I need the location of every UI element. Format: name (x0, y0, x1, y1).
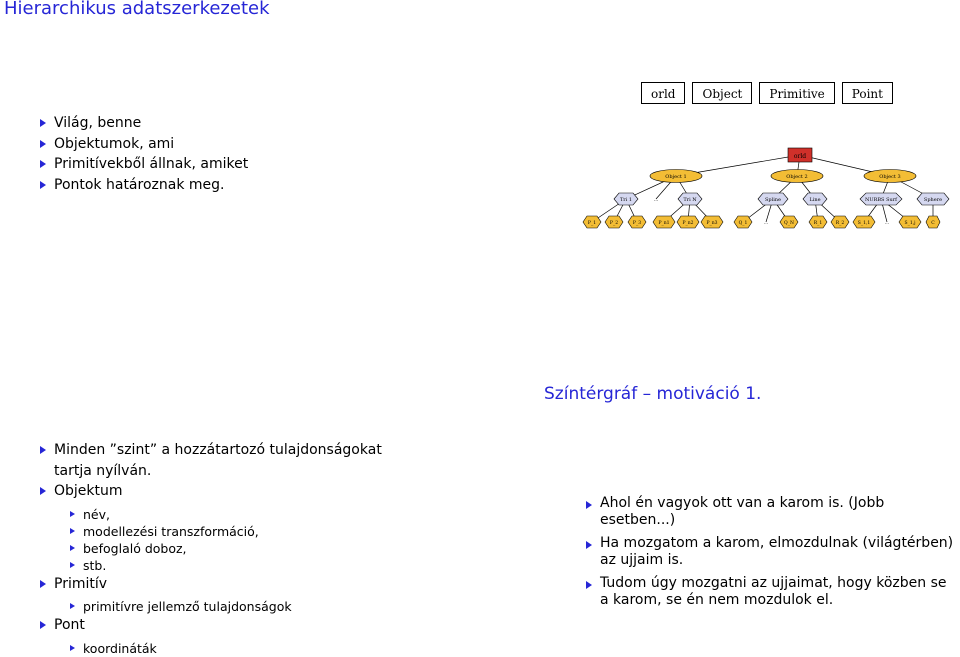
scene-graph-tree (0, 0, 960, 260)
list-item: Világ, benne (40, 113, 340, 134)
bullet-triangle-icon (586, 501, 592, 509)
svg-text:R_2: R_2 (835, 221, 845, 226)
right-bullet-list (586, 495, 956, 609)
sub-list-item: név, (70, 506, 395, 523)
sub-list-item: befoglaló doboz, (70, 540, 395, 557)
tree-object-nodes (650, 170, 916, 183)
svg-text:P_2: P_2 (609, 221, 619, 226)
svg-text:P_n3: P_n3 (706, 221, 718, 226)
svg-text:Object 2: Object 2 (786, 174, 808, 180)
sub-list (70, 598, 395, 615)
tree-edges (592, 155, 933, 222)
sub-list-item: koordináták (70, 640, 395, 657)
list-item: Tudom úgy mozgatni az ujjaimat, hogy közben se a karom, se én nem mozdulok el. (586, 575, 956, 609)
list-item: Objektumok, ami (40, 134, 340, 155)
list-item: Minden ”szint” a hozzátartozó tulajdonságokat tartja nyílván. (40, 440, 395, 481)
level-box-world: orld (641, 82, 685, 104)
bullet-triangle-icon (40, 580, 46, 588)
svg-text:Line: Line (809, 197, 821, 203)
bullet-triangle-icon (70, 562, 75, 568)
svg-text:orld: orld (793, 153, 807, 160)
bullet-triangle-icon (70, 603, 75, 609)
left-bullet-list (40, 440, 395, 657)
svg-text:P_n2: P_n2 (682, 221, 694, 226)
svg-text:Object 1: Object 1 (665, 174, 687, 180)
tree-root-node (788, 148, 812, 162)
sub-list-item: primitívre jellemző tulajdonságok (70, 598, 395, 615)
bullet-triangle-icon (40, 446, 46, 454)
bullet-triangle-icon (40, 487, 46, 495)
sub-list-item: modellezési transzformáció, (70, 523, 395, 540)
svg-text:P_3: P_3 (632, 221, 642, 226)
svg-text:Tri 1: Tri 1 (619, 197, 633, 203)
tree-primitive-nodes (614, 193, 949, 205)
svg-text:NURBS Surf: NURBS Surf (865, 197, 897, 203)
sub-list (70, 506, 395, 574)
svg-text:Sphere: Sphere (923, 197, 943, 203)
sub-list (70, 640, 395, 657)
bullet-triangle-icon (586, 541, 592, 549)
svg-text:...: ... (653, 197, 659, 203)
svg-text:Tri N: Tri N (683, 197, 697, 203)
level-box-object: Object (692, 82, 752, 104)
bullet-triangle-icon (586, 581, 592, 589)
page-title: Hierarchikus adatszerkezetek (4, 0, 270, 19)
bullet-triangle-icon (70, 511, 75, 517)
bullet-triangle-icon (70, 545, 75, 551)
svg-text:S_1,1: S_1,1 (857, 221, 871, 226)
sub-list-item: stb. (70, 557, 395, 574)
list-item: Primitívekből állnak, amiket (40, 154, 340, 175)
list-item: Pontok határoznak meg. (40, 175, 340, 196)
list-item: Ha mozgatom a karom, elmozdulnak (világtérben) az ujjaim is. (586, 535, 956, 569)
svg-text:Object 3: Object 3 (879, 174, 901, 180)
svg-text:Q_1: Q_1 (738, 221, 748, 226)
svg-text:R_1: R_1 (813, 221, 823, 226)
svg-text:C: C (931, 221, 935, 226)
list-item: Objektum név, modellezési transzformáció, befoglaló doboz, stb. (40, 481, 395, 574)
list-item: Ahol én vagyok ott van a karom is. (Jobb esetben...) (586, 495, 956, 529)
svg-text:P_n1: P_n1 (658, 221, 670, 226)
svg-text:S_1,j: S_1,j (904, 221, 916, 226)
list-item: Primitív primitívre jellemző tulajdonságok (40, 574, 395, 616)
tree-point-nodes (583, 216, 940, 228)
level-box-primitive: Primitive (759, 82, 834, 104)
bullet-triangle-icon (70, 645, 75, 651)
slide-subtitle: Színtérgráf – motiváció 1. (544, 384, 762, 404)
bullet-triangle-icon (70, 528, 75, 534)
svg-text:Q_N: Q_N (784, 221, 794, 226)
level-box-point: Point (842, 82, 893, 104)
list-item: Pont koordináták (40, 615, 395, 657)
svg-text:...: ... (763, 221, 769, 226)
svg-text:...: ... (884, 221, 890, 226)
svg-text:P_1: P_1 (587, 221, 597, 226)
svg-text:Spline: Spline (764, 197, 782, 203)
